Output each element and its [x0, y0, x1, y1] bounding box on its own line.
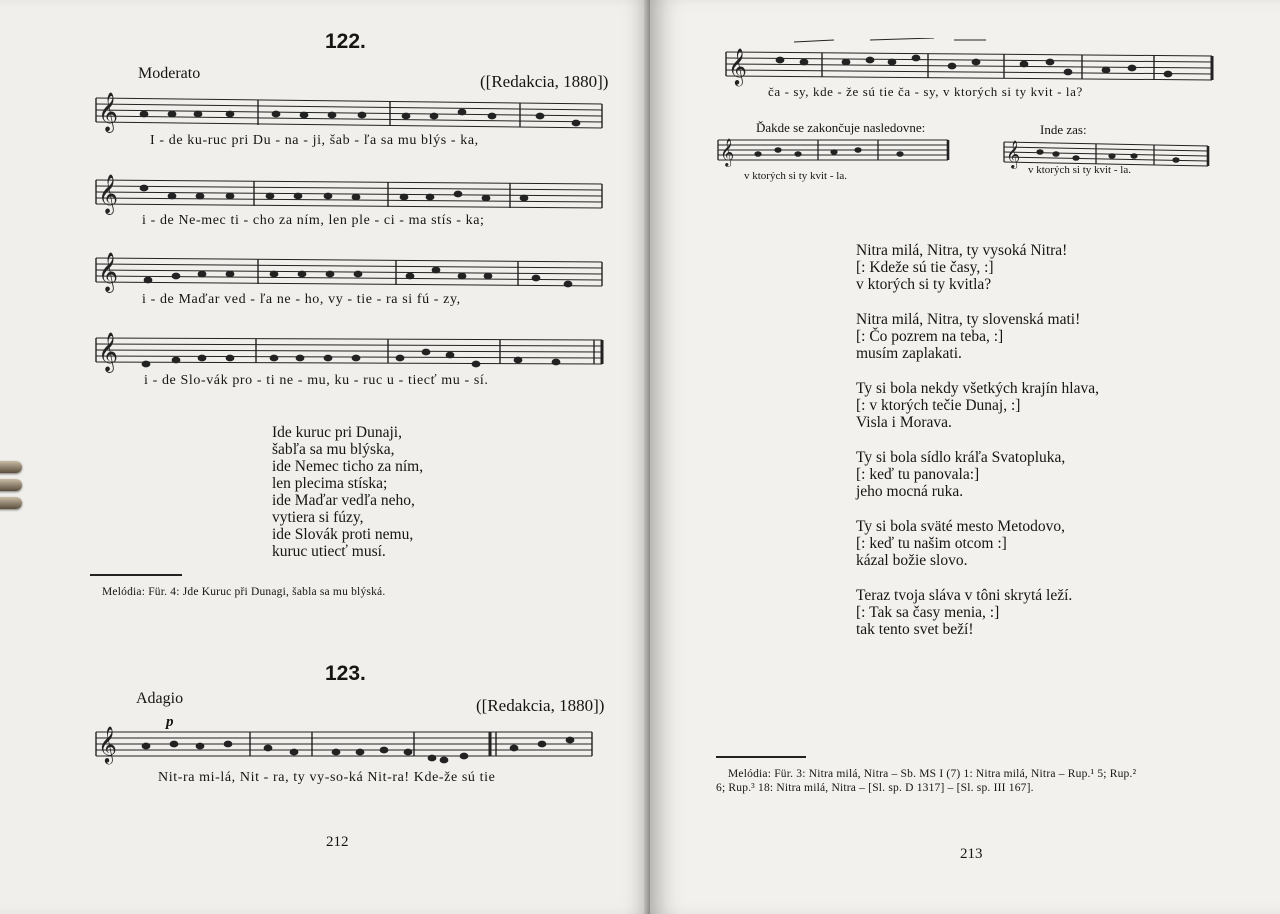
svg-text:𝄞: 𝄞	[728, 48, 747, 84]
song-123-source: ([Redakcia, 1880])	[476, 696, 605, 715]
music-staff-ending	[714, 134, 954, 174]
song-123-poem	[856, 242, 1099, 656]
poem-line: musím zaplakati.	[856, 345, 962, 362]
binding-ring	[0, 461, 22, 473]
footnote-rule	[90, 574, 182, 576]
right-page	[650, 0, 1280, 914]
poem-line: ide Maďar vedľa neho,	[272, 492, 415, 509]
poem-line: kuruc utiecť musí.	[272, 543, 386, 560]
poem-line: šabľa sa mu blýska,	[272, 441, 395, 458]
stanza	[856, 242, 1099, 293]
song-123-number: 123.	[325, 662, 366, 685]
binding-ring	[0, 497, 22, 509]
music-staff-5	[90, 724, 600, 770]
ending-variant-lyric: v ktorých si ty kvit - la.	[744, 170, 847, 182]
poem-line: tak tento svet beží!	[856, 621, 974, 638]
stanza	[856, 449, 1099, 500]
song-123-tempo: Adagio	[136, 690, 184, 707]
stanza	[856, 587, 1099, 638]
song-122-lyric-line-4: i - de Slo-vák pro - ti ne - mu, ku - ruc u - tiecť mu - sí.	[144, 373, 489, 388]
song-123-lyric-line: Nit-ra mi-lá, Nit - ra, ty vy-so-ká Nit-ra! Kde-že sú tie	[158, 770, 496, 785]
poem-line: [: keď tu našim otcom :]	[856, 535, 1007, 552]
poem-line: [: v ktorých tečie Dunaj, :]	[856, 397, 1021, 414]
song-122-poem	[272, 424, 423, 560]
poem-line: Ty si bola sväté mesto Metodovo,	[856, 518, 1066, 535]
stanza	[856, 311, 1099, 362]
poem-line: Ty si bola nekdy všetkých krajín hlava,	[856, 380, 1099, 397]
poem-line: Ide kuruc pri Dunaji,	[272, 424, 402, 441]
song-122-tempo: Moderato	[138, 65, 201, 82]
svg-text:𝄞: 𝄞	[98, 176, 119, 213]
song-122-lyric-line-1: I - de ku-ruc pri Du - na - ji, šab - ľa sa mu blýs - ka,	[150, 133, 479, 148]
poem-line: len plecima stíska;	[272, 475, 388, 492]
poem-line: kázal božie slovo.	[856, 552, 968, 569]
svg-text:𝄞: 𝄞	[720, 140, 735, 166]
svg-text:𝄞: 𝄞	[98, 334, 119, 371]
poem-line: [: keď tu panovala:]	[856, 466, 980, 483]
poem-line: [: Tak sa časy menia, :]	[856, 604, 1000, 621]
poem-line: Ty si bola sídlo kráľa Svatopluka,	[856, 449, 1066, 466]
right-staff-lyric: ča - sy, kde - že sú tie ča - sy, v ktorých si ty kvit - la?	[768, 84, 1083, 99]
poem-line: Nitra milá, Nitra, ty vysoká Nitra!	[856, 242, 1068, 259]
song-123-melody-note-1: Melódia: Für. 3: Nitra milá, Nitra – Sb. MS I (7) 1: Nitra milá, Nitra – Rup.¹ 5; Rup.²	[728, 768, 1137, 780]
alt-variant-lyric: v ktorých si ty kvit - la.	[1028, 164, 1131, 176]
song-122-number: 122.	[325, 30, 366, 53]
song-122-melody-note: Melódia: Für. 4: Jde Kuruc při Dunagi, šabla sa mu blýská.	[102, 586, 386, 598]
poem-line: Nitra milá, Nitra, ty slovenská mati!	[856, 311, 1081, 328]
dynamic-marking: p	[166, 714, 174, 730]
page-number-left: 212	[326, 834, 349, 850]
poem-line: Visla i Morava.	[856, 414, 952, 431]
binding-rings	[0, 455, 28, 525]
stanza	[856, 380, 1099, 431]
poem-line: v ktorých si ty kvitla?	[856, 276, 992, 293]
poem-line: ide Slovák proti nemu,	[272, 526, 414, 543]
poem-line: vytiera si fúzy,	[272, 509, 364, 526]
alt-variant-label: Inde zas:	[1040, 122, 1087, 137]
poem-line: jeho mocná ruka.	[856, 483, 964, 500]
poem-line: [: Kdeže sú tie časy, :]	[856, 259, 994, 276]
page-number-right: 213	[960, 846, 983, 862]
binding-ring	[0, 479, 22, 491]
poem-line: ide Nemec ticho za ním,	[272, 458, 424, 475]
footnote-rule	[716, 756, 806, 758]
poem-line: Teraz tvoja sláva v tôni skrytá leží.	[856, 587, 1073, 604]
svg-text:𝄞: 𝄞	[1006, 142, 1021, 168]
song-122-lyric-line-2: i - de Ne-mec ti - cho za ním, len ple - ci - ma stís - ka;	[142, 213, 485, 228]
svg-text:𝄞: 𝄞	[98, 94, 119, 131]
song-122-source: ([Redakcia, 1880])	[480, 72, 609, 91]
svg-text:𝄞: 𝄞	[98, 254, 119, 291]
ending-variant-label: Ďakde se zakončuje nasledovne:	[756, 120, 926, 135]
svg-text:𝄞: 𝄞	[98, 726, 117, 762]
song-123-melody-note-2: 6; Rup.³ 18: Nitra milá, Nitra – [Sl. sp. D 1317] – [Sl. sp. III 167].	[716, 782, 1034, 794]
poem-line: [: Čo pozrem na teba, :]	[856, 328, 1004, 345]
song-122-lyric-line-3: i - de Maďar ved - ľa ne - ho, vy - tie - ra si fú - zy,	[142, 292, 461, 307]
stanza	[856, 518, 1099, 569]
